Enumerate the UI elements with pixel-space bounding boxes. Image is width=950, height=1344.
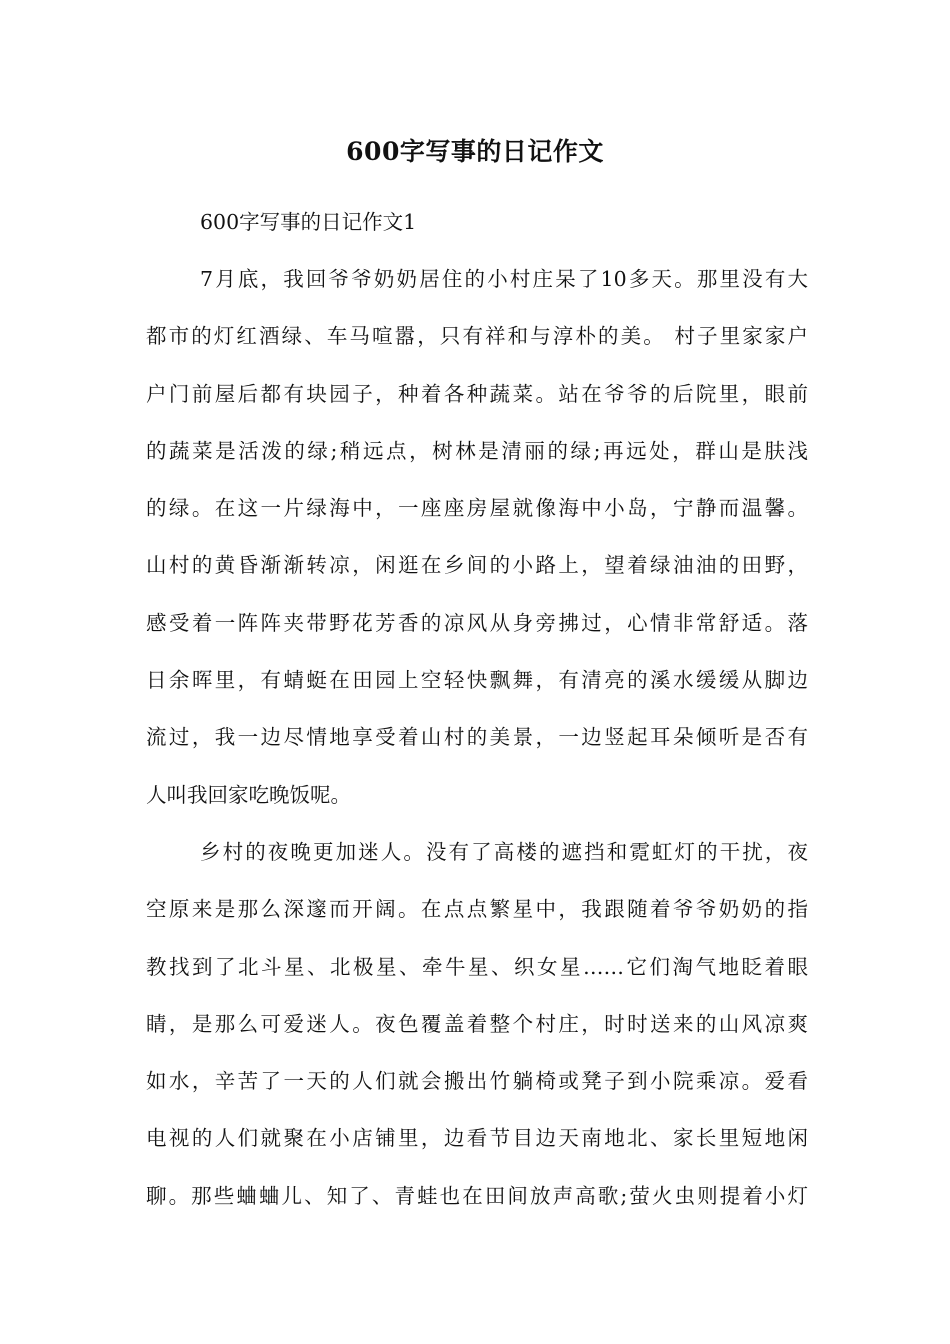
text-line: 电视的人们就聚在小店铺里，边看节目边天南地北、家长里短地闲: [146, 1126, 808, 1151]
text-line: 人叫我回家吃晚饭呢。: [146, 782, 351, 807]
text-line: 空原来是那么深邃而开阔。在点点繁星中，我跟随着爷爷奶奶的指: [146, 897, 808, 922]
paragraph-1: [146, 257, 808, 830]
text-line: 如水，辛苦了一天的人们就会搬出竹躺椅或凳子到小院乘凉。爱看: [146, 1069, 808, 1094]
text-line: 的蔬菜是活泼的绿;稍远点，树林是清丽的绿;再远处，群山是肤浅: [146, 438, 808, 463]
text-line: 的绿。在这一片绿海中，一座座房屋就像海中小岛，宁静而温馨。: [146, 496, 808, 521]
text-line: 聊。那些蛐蛐儿、知了、青蛙也在田间放声高歌;萤火虫则提着小灯: [146, 1183, 808, 1208]
document-title: 600字写事的日记作文: [346, 137, 604, 166]
text-line: 户门前屋后都有块园子，种着各种蔬菜。站在爷爷的后院里，眼前: [146, 381, 808, 406]
paragraph-2: [146, 830, 808, 1231]
text-line: 都市的灯红酒绿、车马喧嚣，只有祥和与淳朴的美。 村子里家家户: [146, 324, 808, 349]
text-line: 7月底，我回爷爷奶奶居住的小村庄呆了10多天。那里没有大: [200, 267, 808, 291]
text-line: 山村的黄昏渐渐转凉，闲逛在乡间的小路上，望着绿油油的田野，: [146, 553, 808, 578]
document-body: [146, 200, 808, 1231]
section-heading: 600字写事的日记作文1: [200, 210, 417, 234]
text-line: 教找到了北斗星、北极星、牵牛星、织女星……它们淘气地眨着眼: [146, 954, 808, 979]
text-line: 流过，我一边尽情地享受着山村的美景，一边竖起耳朵倾听是否有: [146, 725, 808, 750]
text-line: 乡村的夜晚更加迷人。没有了高楼的遮挡和霓虹灯的干扰，夜: [200, 839, 808, 864]
text-line: 感受着一阵阵夹带野花芳香的凉风从身旁拂过，心情非常舒适。落: [146, 610, 808, 635]
text-line: 睛，是那么可爱迷人。夜色覆盖着整个村庄，时时送来的山风凉爽: [146, 1011, 808, 1036]
text-line: 日余晖里，有蜻蜓在田园上空轻快飘舞，有清亮的溪水缓缓从脚边: [146, 668, 808, 693]
